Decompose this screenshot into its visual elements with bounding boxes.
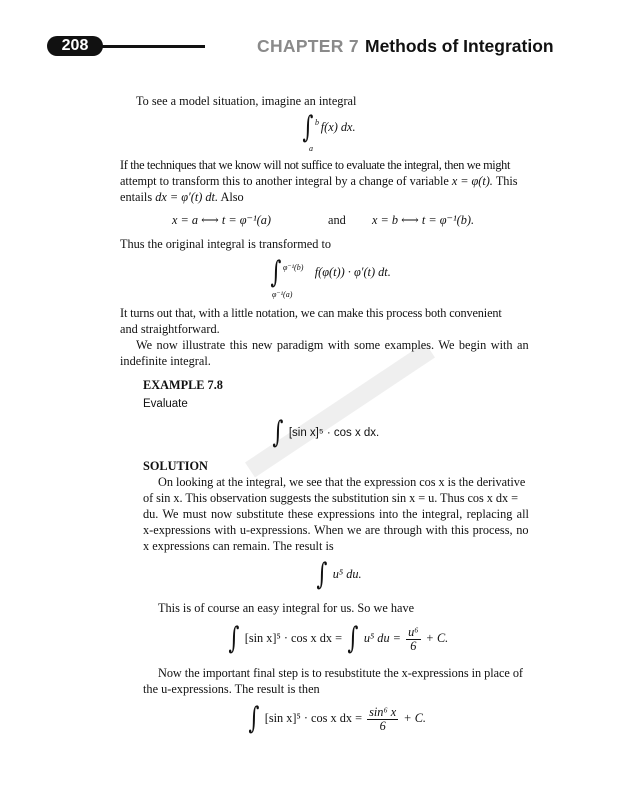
paragraph-line [120, 189, 244, 205]
paragraph-line: indefinite integral. [120, 354, 211, 368]
intro-text: To see a model situation, imagine an integral [136, 94, 357, 108]
integrand: [sin x]⁵ · cos x dx. [288, 427, 380, 440]
equation-bound-left: x = a ⟷ t = φ⁻¹(a) [172, 213, 272, 227]
header-rule [100, 45, 205, 48]
chapter-label: CHAPTER 7 [257, 36, 359, 56]
text-run: This [495, 174, 518, 188]
example-heading: EXAMPLE 7.8 [143, 378, 223, 392]
paragraph-line: Thus the original integral is transformed to [120, 237, 332, 251]
solution-line: the u-expressions. The result is then [143, 682, 320, 696]
paragraph-line [120, 173, 517, 189]
math-inline: x = φ(t). [451, 174, 493, 188]
integral-sign-icon: ∫ [248, 701, 260, 736]
equation-definite-integral [300, 110, 356, 153]
lower-limit: a [309, 144, 313, 153]
solution-line: On looking at the integral, we see that the expression cos x is the derivative [158, 475, 526, 489]
integral-sign-icon: ∫ [302, 110, 314, 145]
integral-sign-icon: ∫ [316, 557, 328, 592]
integral-sign-icon: ∫ [272, 415, 284, 450]
equation-transformed-integral [268, 255, 391, 299]
fraction [406, 626, 420, 653]
chain-mid: u⁵ du = [363, 630, 401, 645]
lower-limit: φ⁻¹(a) [272, 290, 293, 299]
integral-sign-icon: ∫ [270, 255, 282, 290]
equation-chain [226, 621, 449, 656]
upper-limit: b [315, 118, 319, 127]
integrand: u⁵ du. [332, 566, 362, 581]
final-left: [sin x]⁵ · cos x dx = [264, 710, 363, 725]
equation-u-integral [314, 557, 362, 592]
integrand: f(x) dx. [320, 119, 356, 134]
paragraph-line: If the techniques that we know will not suffice to evaluate the integral, then we might [120, 158, 511, 172]
example-prompt: Evaluate [143, 398, 188, 410]
integral-sign-icon: ∫ [228, 621, 240, 656]
example-equation [270, 415, 380, 450]
solution-line: Now the important final step is to resubstitute the x-expressions in place of [158, 666, 523, 680]
integral-sign-icon: ∫ [347, 621, 359, 656]
text-run: entails [120, 190, 153, 204]
fraction [367, 706, 398, 733]
solution-line: This is of course an easy integral for us. So we have [158, 601, 415, 615]
solution-line: x expressions can remain. The result is [143, 539, 334, 553]
chapter-title: Methods of Integration [365, 36, 554, 56]
paragraph-line: It turns out that, with a little notation, we can make this process both convenient [120, 306, 502, 320]
chain-left: [sin x]⁵ · cos x dx = [244, 630, 343, 645]
chain-tail: + C. [425, 630, 449, 645]
fraction-numerator: sin⁶ x [369, 704, 397, 719]
solution-heading: SOLUTION [143, 459, 208, 473]
equation-and: and [328, 213, 346, 227]
text-run: Also [220, 190, 244, 204]
page-number-badge: 208 [47, 36, 103, 56]
integrand: f(φ(t)) · φ′(t) dt. [314, 264, 391, 279]
math-inline: dx = φ′(t) dt. [155, 190, 219, 204]
solution-line: du. We must now substitute these expressions into the integral, replacing all [143, 507, 529, 521]
paragraph-line: and straightforward. [120, 322, 220, 336]
final-tail: + C. [403, 710, 426, 725]
watermark-graphic [230, 330, 450, 490]
solution-line: of sin x. This observation suggests the substitution sin x = u. Thus cos x dx = [143, 491, 518, 505]
paragraph-line: We now illustrate this new paradigm with some examples. We begin with an [136, 338, 529, 352]
equation-bound-right: x = b ⟷ t = φ⁻¹(b). [372, 213, 475, 227]
fraction-denominator: 6 [410, 638, 417, 653]
equation-final [246, 701, 426, 736]
upper-limit: φ⁻¹(b) [283, 263, 304, 272]
solution-line: x-expressions with u-expressions. When we are through with this process, no [143, 523, 529, 537]
fraction-numerator: u⁶ [408, 624, 419, 639]
text-run: attempt to transform this to another integral by a change of variable [120, 174, 449, 188]
fraction-denominator: 6 [379, 718, 386, 733]
